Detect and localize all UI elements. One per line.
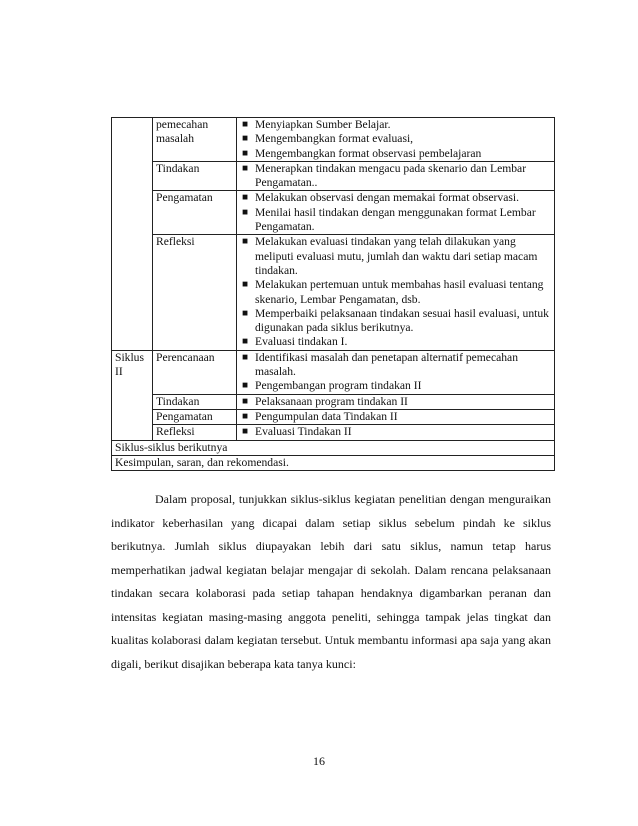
square-bullet-icon: ■ (242, 279, 249, 291)
items-cell (237, 161, 555, 191)
list-item (240, 379, 551, 393)
item-text: Pengumpulan data Tindakan II (255, 409, 398, 423)
activity-label: Pengamatan (156, 191, 213, 205)
list-item (240, 410, 551, 424)
list-item (240, 147, 551, 161)
item-text: Melakukan observasi dengan memakai format observasi. (255, 191, 519, 205)
square-bullet-icon: ■ (242, 162, 249, 174)
list-item (240, 425, 551, 439)
list-item (240, 307, 551, 336)
item-text: Melakukan evaluasi tindakan yang telah dilakukan yang meliputi evaluasi mutu, jumlah dan waktu dari setiap macam tindakan. (255, 235, 538, 277)
item-list (240, 191, 551, 234)
item-text: Evaluasi tindakan I. (255, 335, 348, 349)
square-bullet-icon: ■ (242, 147, 249, 159)
item-list (240, 395, 551, 409)
table-row (112, 440, 555, 455)
table-row (112, 350, 555, 394)
activity-label: masalah (156, 132, 194, 146)
table-row (112, 118, 555, 162)
item-text: Menyiapkan Sumber Belajar. (255, 118, 391, 131)
body-paragraph: Dalam proposal, tunjukkan siklus-siklus kegiatan penelitian dengan menguraikan indikator keberhasilan yang dicapai dalam setiap siklus sebelum pindah ke siklus berikutnya. Jumlah siklus diupayakan lebih dari satu siklus, namun tetap harus memperhatikan jadwal kegiatan belajar mengajar di sekolah. Dalam rencana pelaksanaan tindakan secara kolaborasi pada setiap tahapan hendaknya digambarkan peranan dan intensitas kegiatan masing-masing anggota peneliti, sehingga tampak jelas tingkat dan kualitas kolaborasi dalam kegiatan tersebut. Untuk membantu informasi apa saja yang akan digali, berikut disajikan beberapa kata tanya kunci: (111, 492, 551, 671)
table-row (112, 235, 555, 350)
activity-cell (153, 350, 237, 394)
item-list (240, 425, 551, 439)
list-item (240, 162, 551, 191)
page-number: 16 (313, 754, 325, 768)
activity-label: pemecahan (156, 118, 209, 131)
list-item (240, 235, 551, 278)
item-text: Pengembangan program tindakan II (255, 379, 422, 393)
table-row (112, 455, 555, 470)
items-cell (237, 409, 555, 424)
list-item (240, 132, 551, 146)
item-text: Menerapkan tindakan mengacu pada skenario dan Lembar Pengamatan.. (255, 161, 527, 190)
square-bullet-icon: ■ (242, 380, 249, 392)
item-list (240, 118, 551, 161)
item-list (240, 410, 551, 424)
list-item (240, 351, 551, 380)
activity-label: Refleksi (156, 425, 195, 439)
activity-label: Perencanaan (156, 350, 215, 364)
activity-label: Tindakan (156, 161, 200, 175)
list-item (240, 278, 551, 307)
footer-cell: Siklus-siklus berikutnya (112, 440, 555, 455)
item-text: Melakukan pertemuan untuk membahas hasil evaluasi tentang skenario, Lembar Pengamatan, dsb. (255, 278, 544, 306)
table-row (112, 425, 555, 440)
list-item (240, 395, 551, 409)
items-cell (237, 191, 555, 235)
square-bullet-icon: ■ (242, 119, 249, 130)
item-list (240, 235, 551, 349)
stage-cell (112, 118, 153, 351)
action-plan-table (111, 117, 555, 471)
table-row (112, 409, 555, 424)
square-bullet-icon: ■ (242, 336, 249, 348)
square-bullet-icon: ■ (242, 307, 249, 319)
square-bullet-icon: ■ (242, 192, 249, 204)
stage-cell: Siklus II (112, 350, 153, 440)
body-paragraph-block (111, 488, 551, 676)
table-row (112, 394, 555, 409)
item-text: Pelaksanaan program tindakan II (255, 394, 408, 408)
items-cell (237, 350, 555, 394)
square-bullet-icon: ■ (242, 351, 249, 363)
activity-cell (153, 394, 237, 409)
square-bullet-icon: ■ (242, 395, 249, 407)
table-row (112, 191, 555, 235)
list-item (240, 335, 551, 349)
list-item (240, 191, 551, 205)
activity-cell (153, 235, 237, 350)
activity-cell (153, 191, 237, 235)
action-plan-table-body (112, 118, 555, 471)
square-bullet-icon: ■ (242, 410, 249, 422)
activity-label: Refleksi (156, 235, 195, 249)
item-text: Evaluasi Tindakan II (255, 425, 352, 439)
item-text: Identifikasi masalah dan penetapan alternatif pemecahan masalah. (255, 350, 518, 379)
items-cell (237, 425, 555, 440)
list-item (240, 206, 551, 235)
square-bullet-icon: ■ (242, 236, 249, 248)
activity-label: Tindakan (156, 394, 200, 408)
item-list (240, 351, 551, 394)
items-cell (237, 235, 555, 350)
square-bullet-icon: ■ (242, 426, 249, 438)
item-text: Mengembangkan format observasi pembelajaran (255, 146, 482, 160)
items-cell (237, 118, 555, 162)
activity-cell (153, 161, 237, 191)
activity-cell (153, 118, 237, 162)
item-text: Menilai hasil tindakan dengan menggunakan format Lembar Pengamatan. (255, 205, 536, 234)
activity-cell (153, 425, 237, 440)
item-text: Mengembangkan format evaluasi, (255, 132, 414, 146)
square-bullet-icon: ■ (242, 133, 249, 145)
footer-cell: Kesimpulan, saran, dan rekomendasi. (112, 455, 555, 470)
list-item (240, 118, 551, 132)
item-list (240, 162, 551, 191)
item-text: Memperbaiki pelaksanaan tindakan sesuai hasil evaluasi, untuk digunakan pada siklus berikutnya. (255, 306, 549, 335)
activity-cell (153, 409, 237, 424)
activity-label: Pengamatan (156, 409, 213, 423)
square-bullet-icon: ■ (242, 206, 249, 218)
items-cell (237, 394, 555, 409)
table-row (112, 161, 555, 191)
